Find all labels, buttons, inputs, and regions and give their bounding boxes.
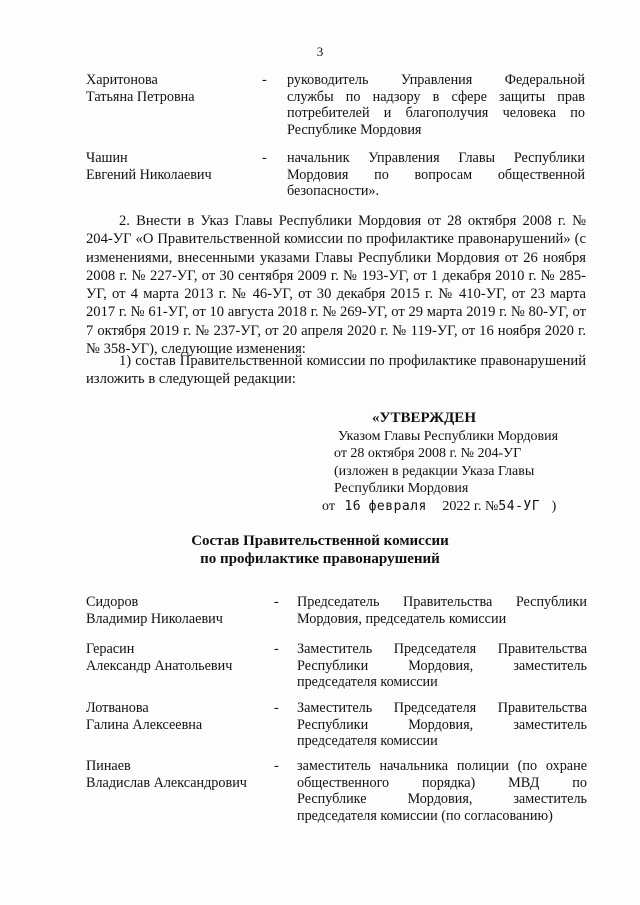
name-line: Герасин (86, 641, 135, 657)
paragraph-composition: 1) состав Правительственной комиссии по профилактике правонарушений изложить в следующей редакции: (86, 353, 586, 388)
page-number: 3 (316, 44, 324, 59)
approval-stamp-block (322, 410, 592, 515)
role-line: Республики Мордовия, заместитель (297, 716, 587, 733)
member-role (297, 594, 587, 627)
name-line: Сидоров (86, 594, 139, 610)
approval-heading: «УТВЕРЖДЕН (372, 410, 476, 426)
title-line: Состав Правительственной комиссии (191, 533, 449, 549)
member-dash: - (274, 641, 279, 657)
handwritten-number: 54-УГ (498, 498, 541, 514)
name-line: Владислав Александрович (86, 774, 247, 791)
role-line: начальник Управления Главы Республики (287, 150, 585, 166)
entry-name (86, 150, 276, 183)
member-name (86, 700, 276, 733)
role-line: Республики Мордовия, заместитель (297, 657, 587, 674)
name-line: Татьяна Петровна (86, 88, 195, 105)
name-line: Владимир Николаевич (86, 610, 223, 627)
role-line: председателя комиссии (297, 674, 438, 690)
paragraph-amendment: 2. Внести в Указ Главы Республики Мордовия от 28 октября 2008 г. № 204-УГ «О Правительственной комиссии по профилактике правонарушений» (с изменениями, внесенными указами Главы Республики Мордовия от 26 ноября 2008 г. № 227-УГ, от 30 сентября 2009 г. № 193-УГ, от 1 декабря 2010 г. № 285-УГ, от 4 марта 2013 г. № 46-УГ, от 30 декабря 2015 г. № 410-УГ, от 23 марта 2017 г. № 61-УГ, от 10 августа 2018 г. № 269-УГ, от 29 марта 2019 г. № 80-УГ, от 7 октября 2019 г. № 237-УГ, от 20 апреля 2020 г. № 119-УГ, от 16 ноября 2020 г. № 358-УГ), следующие изменения: (86, 213, 586, 358)
name-line: Галина Алексеевна (86, 716, 203, 733)
role-line: общественного порядка) МВД по (297, 774, 587, 791)
title-line: по профилактике правонарушений (200, 551, 440, 567)
role-line: Республике Мордовия, заместитель (297, 791, 587, 807)
entry-role (287, 72, 585, 138)
name-line: Харитонова (86, 72, 158, 88)
role-line: председателя комиссии (по согласованию) (297, 807, 553, 824)
name-line: Лотванова (86, 700, 149, 716)
member-lotvanova (86, 700, 588, 755)
role-line: Председатель Правительства Республики (297, 594, 587, 610)
approval-line: Указом Главы Республики Мордовия (338, 428, 559, 444)
role-line: Заместитель Председателя Правительства (297, 700, 587, 716)
approval-suffix: ) (551, 498, 557, 514)
member-gerasin (86, 641, 588, 696)
member-role (297, 700, 587, 750)
member-sidorov (86, 594, 588, 634)
entry-dash: - (262, 72, 267, 88)
member-dash: - (274, 594, 279, 610)
entry-chashin (86, 150, 586, 205)
role-line: руководитель Управления Федеральной (287, 72, 585, 88)
member-role (297, 758, 587, 824)
role-line: Республике Мордовия (287, 121, 422, 138)
entry-dash: - (262, 150, 267, 166)
approval-line: от 28 октября 2008 г. № 204-УГ (334, 446, 522, 461)
approval-date-line (322, 498, 592, 516)
role-line: Мордовия по вопросам общественной (287, 166, 585, 183)
name-line: Евгений Николаевич (86, 166, 212, 183)
entry-role (287, 150, 585, 200)
member-name (86, 594, 276, 627)
handwritten-month: февраля (368, 498, 427, 514)
approval-line: (изложен в редакции Указа Главы (334, 463, 535, 479)
role-line: Заместитель Председателя Правительства (297, 641, 587, 657)
role-line: председателя комиссии (297, 733, 438, 749)
member-dash: - (274, 700, 279, 716)
role-line: службы по надзору в сфере защиты прав (287, 88, 585, 105)
name-line: Александр Анатольевич (86, 657, 233, 674)
member-dash: - (274, 758, 279, 774)
role-line: Мордовия, председатель комиссии (297, 610, 507, 627)
approval-year: 2022 г. № (442, 498, 499, 514)
entry-kharitonova (86, 72, 586, 142)
approval-line: Республики Мордовия (334, 481, 469, 496)
name-line: Пинаев (86, 758, 131, 774)
member-pinaev (86, 758, 588, 828)
member-name (86, 758, 276, 791)
name-line: Чашин (86, 150, 128, 166)
member-name (86, 641, 276, 674)
entry-name (86, 72, 276, 105)
approval-prefix: от (322, 498, 335, 514)
role-line: безопасности». (287, 183, 380, 199)
role-line: потребителей и благополучия человека по (287, 105, 585, 121)
handwritten-day: 16 (344, 498, 362, 514)
role-line: заместитель начальника полиции (по охране (297, 758, 587, 774)
member-role (297, 641, 587, 691)
commission-title (0, 532, 640, 568)
